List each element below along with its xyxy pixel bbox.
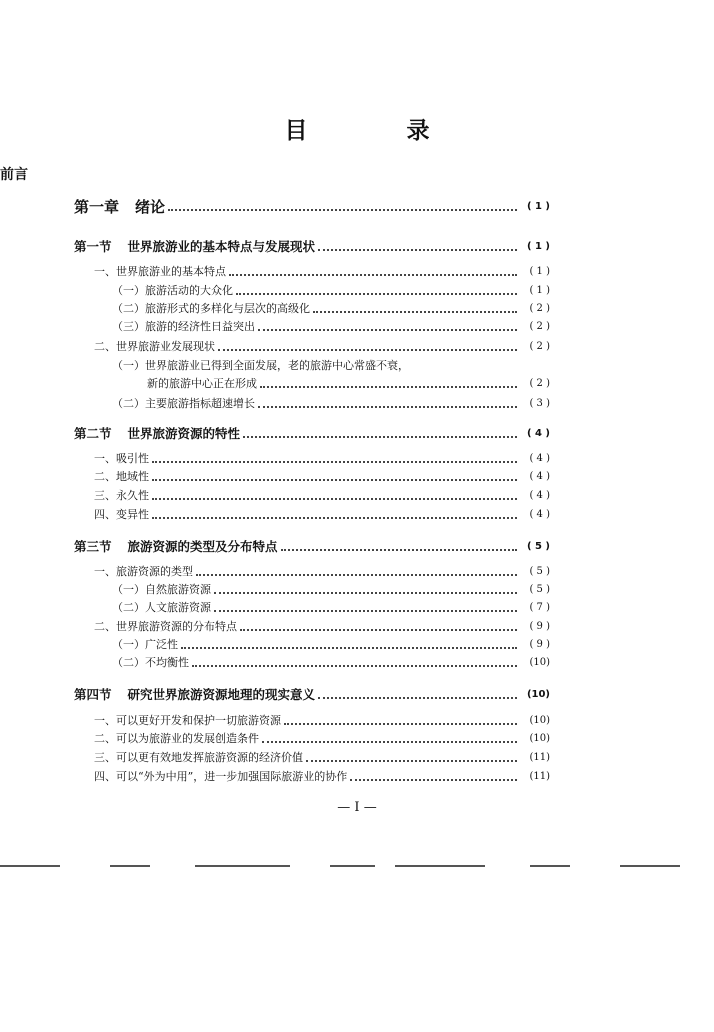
dot-leader — [229, 274, 517, 276]
toc-entry-page: (11) — [529, 771, 550, 782]
toc-entry-title: 旅游的经济性日益突出 — [145, 320, 255, 333]
toc-entry — [74, 688, 550, 702]
dot-leader — [243, 436, 517, 438]
toc-entry-number: 二、 — [94, 732, 116, 745]
toc-entry-number: 一、 — [94, 565, 116, 578]
toc-entry-number: 三、 — [94, 489, 116, 502]
toc-entry-number: （二） — [112, 397, 145, 410]
toc-entry-number: （二） — [112, 656, 145, 669]
toc-entry-label — [94, 751, 303, 765]
toc-entry-page: ( 4 ) — [526, 428, 550, 439]
dot-leader — [152, 517, 517, 519]
dot-leader — [192, 665, 517, 667]
toc-entry-page: ( 1 ) — [526, 241, 550, 252]
toc-entry-label — [94, 714, 281, 728]
dot-leader — [240, 629, 517, 631]
toc-entry — [112, 320, 550, 334]
toc-entry-title: 自然旅游资源 — [145, 583, 211, 596]
toc-entry-title: 旅游资源的类型及分布特点 — [127, 539, 278, 554]
dot-leader — [181, 647, 517, 649]
toc-entry-number: （二） — [112, 601, 145, 614]
toc-entry-title: 世界旅游业发展现状 — [116, 340, 215, 353]
toc-entry-label — [112, 656, 189, 670]
toc-entry-number: 四、 — [94, 770, 116, 783]
toc-entry-title: 人文旅游资源 — [145, 601, 211, 614]
toc-entry-title: 新的旅游中心正在形成 — [147, 377, 257, 390]
toc-entry — [74, 427, 550, 441]
toc-entry-number: 第四节 — [74, 687, 112, 702]
toc-entry-label — [94, 452, 149, 466]
toc-entry-label — [112, 320, 255, 334]
toc-entry-number: 二、 — [94, 470, 116, 483]
toc-entry-number: 一、 — [94, 452, 116, 465]
toc-entry-label — [94, 489, 149, 503]
toc-entry-title: 旅游资源的类型 — [116, 565, 193, 578]
toc-entry-title: 不均衡性 — [145, 656, 189, 669]
toc-entry — [94, 770, 550, 784]
toc-entry-label — [74, 200, 165, 214]
toc-entry-label — [94, 508, 149, 522]
toc-entry-title: 可以为旅游业的发展创造条件 — [116, 732, 259, 745]
dot-leader — [236, 293, 517, 295]
toc-entry — [94, 714, 550, 728]
toc-entry-label — [94, 565, 193, 579]
toc-entry-number: （一） — [112, 638, 145, 651]
toc-entry-page: ( 2 ) — [529, 303, 550, 314]
toc-entry-number: 一、 — [94, 714, 116, 727]
toc-entry-title: 吸引性 — [116, 452, 149, 465]
dot-leader — [152, 479, 517, 481]
toc-entry-title: 旅游形式的多样化与层次的高级化 — [145, 302, 310, 315]
toc-entry-label — [74, 427, 240, 441]
toc-entry — [74, 240, 550, 254]
toc-entry-label — [94, 340, 215, 354]
toc-entry — [94, 452, 550, 466]
toc-entry — [94, 620, 550, 634]
toc-entry-number: 二、 — [94, 340, 116, 353]
dot-leader — [262, 741, 517, 743]
toc-entry-title: 世界旅游业的基本特点 — [116, 265, 226, 278]
toc-entry-title: 广泛性 — [145, 638, 178, 651]
toc-entry-label — [112, 359, 409, 373]
toc-entry-number: （二） — [112, 302, 145, 315]
dot-leader — [313, 311, 517, 313]
dot-leader — [350, 779, 517, 781]
toc-entry-number: 三、 — [94, 751, 116, 764]
toc-entry-label — [74, 240, 315, 254]
toc-entry-label — [94, 470, 149, 484]
toc-entry-page: (10) — [526, 689, 550, 700]
toc-entry — [112, 583, 550, 597]
toc-entry-number: （三） — [112, 320, 145, 333]
page-title: 目 录 — [284, 118, 468, 144]
toc-entry-number: （一） — [112, 583, 145, 596]
toc-entry-label — [74, 688, 315, 702]
toc-entry — [94, 470, 550, 484]
toc-entry — [94, 565, 550, 579]
toc-entry-page: ( 9 ) — [529, 639, 550, 650]
toc-entry-page: ( 1 ) — [529, 285, 550, 296]
toc-entry-number: 第一章 — [74, 198, 120, 216]
toc-entry-number: 第一节 — [74, 239, 112, 254]
toc-entry-label — [112, 601, 211, 615]
toc-entry-page: ( 9 ) — [529, 621, 550, 632]
toc-entry-label — [74, 540, 278, 554]
dot-leader — [306, 760, 517, 762]
toc-entry-page: ( 5 ) — [529, 584, 550, 595]
toc-entry-page: ( 5 ) — [526, 541, 550, 552]
toc-entry-page: ( 4 ) — [529, 471, 550, 482]
toc-entry-title: 绪论 — [135, 198, 166, 216]
toc-entry-number: 四、 — [94, 508, 116, 521]
toc-entry — [147, 377, 550, 391]
toc-entry-page: ( 3 ) — [529, 398, 550, 409]
toc-entry-title: 世界旅游业已得到全面发展，老的旅游中心常盛不衰， — [145, 359, 409, 372]
dot-leader — [196, 574, 517, 576]
toc-entry — [112, 601, 550, 615]
dot-leader — [318, 249, 517, 251]
toc-entry — [94, 489, 550, 503]
toc-entry-page: ( 5 ) — [529, 566, 550, 577]
toc-entry-page: (11) — [529, 752, 550, 763]
toc-entry — [94, 508, 550, 522]
toc-entry — [112, 656, 550, 670]
dot-leader — [152, 461, 517, 463]
toc-entry — [112, 302, 550, 316]
toc-entry — [112, 397, 550, 411]
toc-entry-title: 研究世界旅游资源地理的现实意义 — [127, 687, 316, 702]
toc-entry — [74, 540, 550, 554]
toc-entry — [112, 284, 550, 298]
dot-leader — [152, 498, 517, 500]
page-number-footer: — I — — [337, 800, 377, 815]
dot-leader — [260, 386, 517, 388]
toc-entry-title: 主要旅游指标超速增长 — [145, 397, 255, 410]
toc-entry-title: 世界旅游资源的特性 — [127, 426, 241, 441]
toc-entry-label — [112, 583, 211, 597]
toc-entry-page: ( 2 ) — [529, 378, 550, 389]
toc-entry-number: （一） — [112, 359, 145, 372]
toc-entry-title: 永久性 — [116, 489, 149, 502]
toc-entry-page: ( 2 ) — [529, 341, 550, 352]
toc-preface — [0, 168, 550, 182]
toc-entry — [74, 200, 550, 214]
toc-entry-label — [112, 638, 178, 652]
toc-entry-label — [112, 397, 255, 411]
toc-entry-label — [94, 265, 226, 279]
toc-entry-number: 二、 — [94, 620, 116, 633]
toc-entry-page: (10) — [529, 657, 550, 668]
toc-entry — [94, 265, 550, 279]
toc-entry-page: ( 2 ) — [529, 321, 550, 332]
toc-entry-label — [94, 620, 237, 634]
toc-entry-page: ( 1 ) — [526, 201, 550, 212]
dot-leader — [318, 697, 517, 699]
toc-entry-label — [112, 302, 310, 316]
dot-leader — [281, 549, 517, 551]
dot-leader — [284, 723, 517, 725]
toc-entry-title: 世界旅游业的基本特点与发展现状 — [127, 239, 316, 254]
preface-label: 前言 — [0, 167, 28, 183]
dot-leader — [214, 610, 517, 612]
toc-entry-number: 一、 — [94, 265, 116, 278]
toc-entry-page: ( 1 ) — [529, 266, 550, 277]
toc-entry-label — [112, 284, 233, 298]
dot-leader — [258, 406, 517, 408]
toc-entry-label — [94, 732, 259, 746]
dot-leader — [258, 329, 517, 331]
toc-entry — [112, 359, 550, 373]
toc-entry-page: ( 7 ) — [529, 602, 550, 613]
toc-entry-title: 可以更好开发和保护一切旅游资源 — [116, 714, 281, 727]
toc-entry-page: ( 4 ) — [529, 509, 550, 520]
dot-leader — [218, 349, 517, 351]
toc-entry-number: （一） — [112, 284, 145, 297]
toc-entry — [112, 638, 550, 652]
toc-entry-number: 第三节 — [74, 539, 112, 554]
toc-entry — [94, 732, 550, 746]
toc-entry-title: 地域性 — [116, 470, 149, 483]
toc-entry-number: 第二节 — [74, 426, 112, 441]
toc-entry-title: 旅游活动的大众化 — [145, 284, 233, 297]
bottom-rule — [0, 865, 714, 867]
dot-leader — [168, 209, 517, 211]
dot-leader — [214, 592, 517, 594]
toc-entry-label — [94, 770, 347, 784]
toc-entry-title: 可以更有效地发挥旅游资源的经济价值 — [116, 751, 303, 764]
toc-entry-page: ( 4 ) — [529, 490, 550, 501]
toc-entry-page: (10) — [529, 733, 550, 744]
toc-entry — [94, 751, 550, 765]
toc-entry — [94, 340, 550, 354]
toc-entry-title: 可以“外为中用”，进一步加强国际旅游业的协作 — [116, 770, 348, 783]
toc-entry-title: 世界旅游资源的分布特点 — [116, 620, 237, 633]
toc-entry-title: 变异性 — [116, 508, 149, 521]
toc-entry-page: ( 4 ) — [529, 453, 550, 464]
toc-entry-page: (10) — [529, 715, 550, 726]
toc-entry-label — [147, 377, 257, 391]
